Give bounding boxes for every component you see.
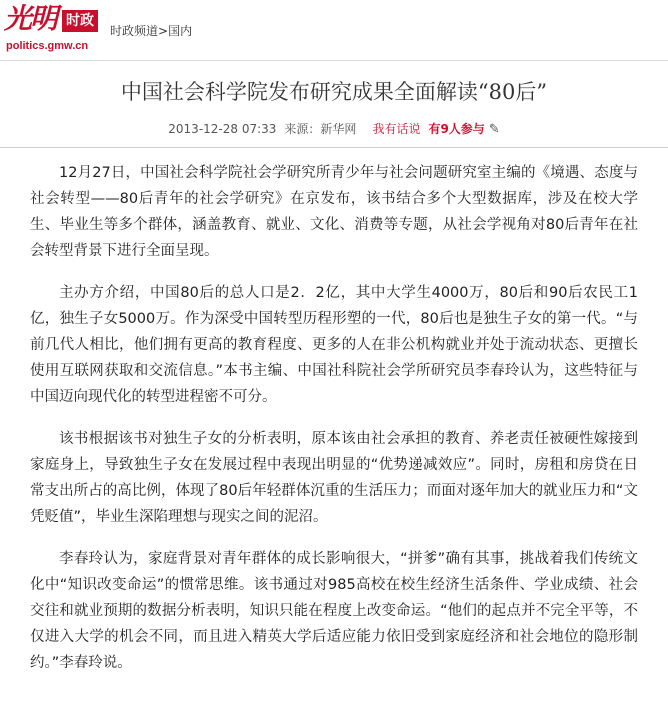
site-header (0, 0, 668, 64)
site-logo[interactable] (4, 2, 104, 58)
article-body (0, 148, 668, 676)
article-meta (0, 120, 668, 137)
header-divider (0, 60, 668, 61)
pencil-icon[interactable]: ✎ (488, 122, 500, 137)
article-paragraph: 该书根据该书对独生子女的分析表明，原本该由社会承担的教育、养老责任被硬性嫁接到家庭身上，导致独生子女在发展过程中表现出明显的“优势递减效应”。同时，房租和房贷在日常支出所占的高比例，体现了80后年轻群体沉重的生活压力；而面对逐年加大的就业压力和“文凭贬值”，毕业生深陷理想与现实之间的泥沼。 (30, 431, 638, 525)
breadcrumb-domestic[interactable]: 国内 (168, 24, 193, 38)
breadcrumb-channel[interactable]: 时政频道 (110, 24, 159, 38)
logo-url: politics.gmw.cn (6, 40, 89, 52)
logo-channel-badge: 时政 (62, 10, 98, 32)
participant-count[interactable]: 有9人参与 (428, 122, 485, 136)
publish-date: 2013-12-28 07:33 (168, 122, 277, 136)
article-paragraph: 12月27日，中国社会科学院社会学研究所青少年与社会问题研究室主编的《境遇、态度与社会转型——80后青年的社会学研究》在京发布，该书结合多个大型数据库，涉及在校大学生、毕业生等多个群体，涵盖教育、就业、文化、消费等专题，从社会学视角对80后青年在社会转型背景下进行全面呈现。 (30, 165, 638, 259)
article-source: 来源：新华网 (284, 122, 357, 136)
article-title: 中国社会科学院发布研究成果全面解读“80后” (120, 80, 548, 104)
logo-script: 光明 (4, 2, 57, 35)
comment-link[interactable]: 我有话说 (372, 122, 421, 136)
article-paragraph: 主办方介绍，中国80后的总人口是2．2亿，其中大学生4000万，80后和90后农民工1亿，独生子女5000万。作为深受中国转型历程形塑的一代，80后也是独生子女的第一代。“与前几代人相比，他们拥有更高的教育程度、更多的人在非公机构就业并处于流动状态、更擅长使用互联网获取和交流信息。”本书主编、中国社科院社会学所研究员李春玲认为，这些特征与中国迈向现代化的转型进程密不可分。 (30, 285, 638, 405)
breadcrumb (110, 22, 192, 39)
article-paragraph: 李春玲认为，家庭背景对青年群体的成长影响很大，“拼爹”确有其事，挑战着我们传统文化中“知识改变命运”的惯常思维。该书通过对985高校在校生经济生活条件、学业成绩、社会交往和就业预期的数据分析表明，知识只能在程度上改变命运。“他们的起点并不完全平等，不仅进入大学的机会不同，而且进入精英大学后适应能力依旧受到家庭经济和社会地位的隐形制约。”李春玲说。 (30, 551, 638, 671)
breadcrumb-separator: > (158, 24, 169, 38)
